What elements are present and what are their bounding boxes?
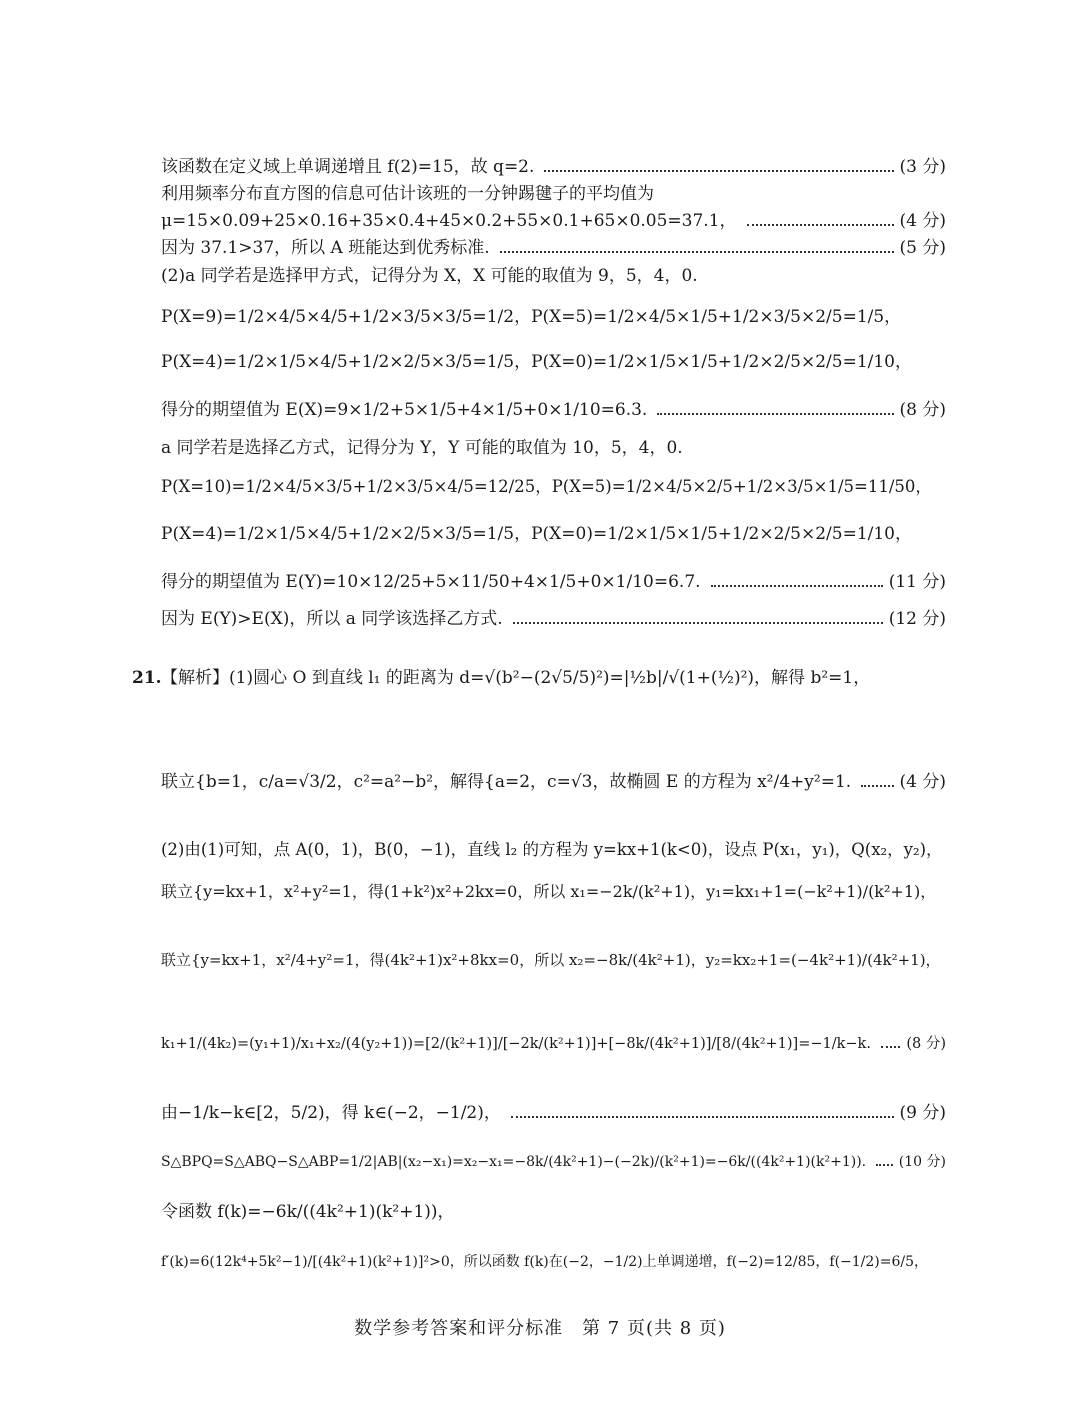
text-line: 因为 E(Y)>E(X)，所以 a 同学该选择乙方式. (12 分) — [161, 609, 946, 629]
score-label: (9 分) — [899, 1103, 946, 1123]
formula-line: S△BPQ=S△ABQ−S△ABP=1/2|AB|(x₂−x₁)=x₂−x₁=−8k/(4k²+1)−(−2k)/(k²+1)=−6k/((4k²+1)(k²+1)). (10 分) — [161, 1150, 946, 1174]
formula-line: 联立{y=kx+1，x²+y²=1，得(1+k²)x²+2kx=0，所以 x₁=−2k/(k²+1)，y₁=kx₁+1=(−k²+1)/(k²+1)， — [161, 882, 937, 901]
formula-line: 由−1/k−k∈[2，5/2)，得 k∈(−2，−1/2)， (9 分) — [161, 1103, 946, 1123]
score-label: (8 分) — [906, 1036, 946, 1052]
text-line: (2)由(1)可知，点 A(0，1)，B(0，−1)，直线 l₂ 的方程为 y=kx+1(k<0)，设点 P(x₁，y₁)，Q(x₂，y₂)， — [161, 840, 943, 859]
text-line: 得分的期望值为 E(X)=9×1/2+5×1/5+4×1/5+0×1/10=6.3. (8 分) — [161, 400, 946, 420]
score-label: (4 分) — [899, 772, 946, 792]
text-line: 利用频率分布直方图的信息可估计该班的一分钟踢毽子的平均值为 — [161, 184, 654, 204]
formula-line: P(X=4)=1/2×1/5×4/5+1/2×2/5×3/5=1/5，P(X=0)=1/2×1/5×1/5+1/2×2/5×2/5=1/10， — [161, 352, 912, 372]
text-line: μ=15×0.09+25×0.16+35×0.4+45×0.2+55×0.1+65×0.05=37.1， (4 分) — [161, 211, 946, 231]
text-line: (2)a 同学若是选择甲方式，记得分为 X，X 可能的取值为 9，5，4，0. — [161, 266, 698, 286]
page-footer: 数学参考答案和评分标准 第 7 页(共 8 页) — [354, 1318, 726, 1339]
formula-line: P(X=10)=1/2×4/5×3/5+1/2×3/5×4/5=12/25，P(X=5)=1/2×4/5×2/5+1/2×3/5×1/5=11/50， — [161, 477, 932, 496]
text-line: a 同学若是选择乙方式，记得分为 Y，Y 可能的取值为 10，5，4，0. — [161, 438, 683, 458]
formula-line: 联立{y=kx+1，x²/4+y²=1，得(4k²+1)x²+8kx=0，所以 x₂=−8k/(4k²+1)，y₂=kx₂+1=(−4k²+1)/(4k²+1)， — [161, 951, 941, 969]
text-line: 得分的期望值为 E(Y)=10×12/25+5×11/50+4×1/5+0×1/10=6.7. (11 分) — [161, 572, 946, 592]
score-label: (5 分) — [899, 238, 946, 258]
formula-line: f′(k)=6(12k⁴+5k²−1)/[(4k²+1)(k²+1)]²>0，所以函数 f(k)在(−2，−1/2)上单调递增，f(−2)=12/85，f(−1/2)=6/5， — [161, 1254, 929, 1270]
formula-line: 令函数 f(k)=−6k/((4k²+1)(k²+1))， — [161, 1202, 455, 1222]
score-label: (3 分) — [899, 157, 946, 177]
formula-line: k₁+1/(4k₂)=(y₁+1)/x₁+x₂/(4(y₂+1))=[2/(k²+1)]/[−2k/(k²+1)]+[−8k/(4k²+1)]/[8/(4k²+1)]=−1/k−k. (8 分) — [161, 1032, 946, 1056]
formula-line: P(X=4)=1/2×1/5×4/5+1/2×2/5×3/5=1/5，P(X=0)=1/2×1/5×1/5+1/2×2/5×2/5=1/10， — [161, 524, 912, 544]
text-line: 因为 37.1>37，所以 A 班能达到优秀标准. (5 分) — [161, 238, 946, 258]
score-label: (12 分) — [888, 609, 946, 629]
score-label: (4 分) — [899, 211, 946, 231]
score-label: (11 分) — [888, 572, 946, 592]
formula-line: P(X=9)=1/2×4/5×4/5+1/2×3/5×3/5=1/2，P(X=5)=1/2×4/5×1/5+1/2×3/5×2/5=1/5， — [161, 307, 902, 327]
score-label: (10 分) — [898, 1154, 946, 1170]
question-number: 21. — [132, 668, 162, 688]
text-line: 该函数在定义域上单调递增且 f(2)=15，故 q=2. (3 分) — [161, 157, 946, 177]
formula-line: 联立{b=1，c/a=√3/2，c²=a²−b²，解得{a=2，c=√3，故椭圆 E 的方程为 x²/4+y²=1. (4 分) — [161, 772, 946, 792]
formula-line: 【解析】(1)圆心 O 到直线 l₁ 的距离为 d=√(b²−(2√5/5)²)=|½b|/√(1+(½)²)，解得 b²=1， — [161, 668, 871, 688]
score-label: (8 分) — [899, 400, 946, 420]
